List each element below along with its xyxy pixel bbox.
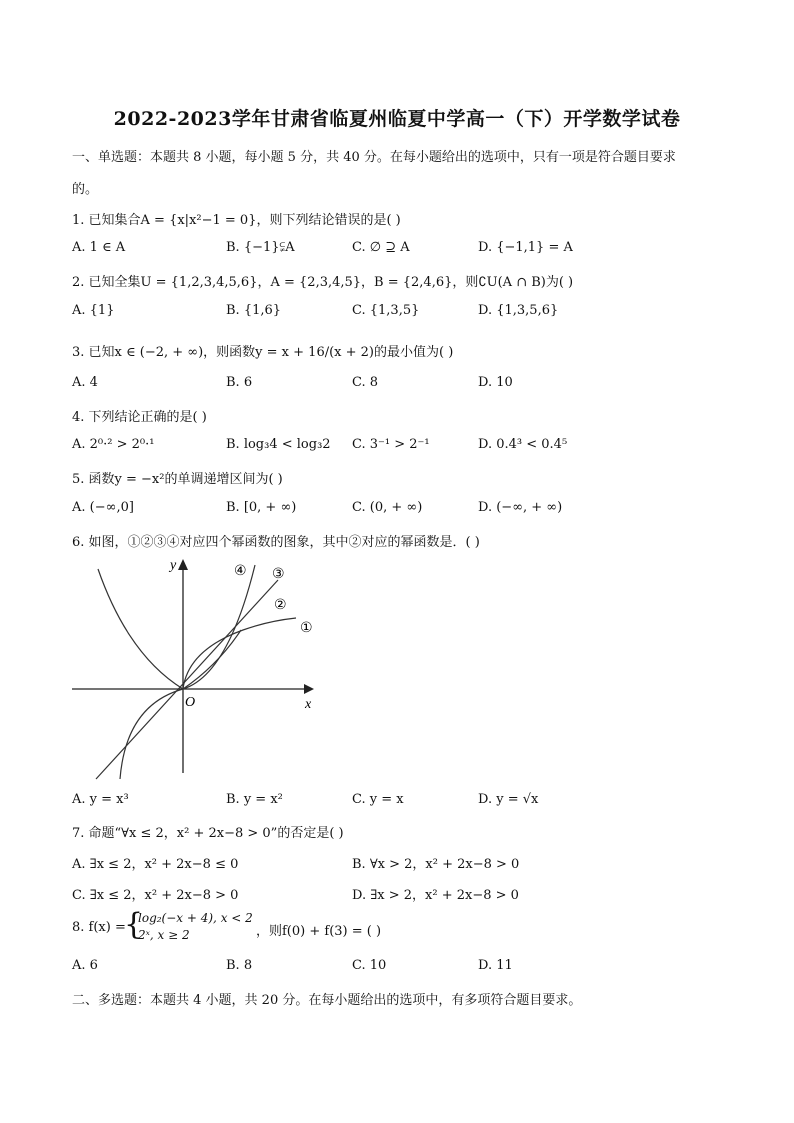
q2-option-a: A. {1}	[72, 303, 115, 318]
origin-label: O	[185, 695, 196, 710]
y-axis-label: y	[170, 558, 177, 573]
curve-label-2: ②	[274, 597, 287, 613]
q6-option-a: A. y = x³	[72, 792, 129, 807]
q8-option-a: A. 6	[72, 958, 98, 973]
q6-option-d: D. y = √x	[478, 792, 539, 807]
q3-option-a: A. 4	[72, 375, 98, 390]
q7-option-c: C. ∃x ≤ 2，x² + 2x−8 > 0	[72, 888, 239, 903]
q3-option-d: D. 10	[478, 375, 513, 390]
q1-option-a: A. 1 ∈ A	[72, 240, 126, 255]
q3-option-b: B. 6	[226, 375, 253, 390]
brace-icon: {	[124, 907, 144, 942]
curve-label-1: ①	[300, 620, 313, 636]
question-8-stem-a: 8. f(x) =	[72, 920, 126, 935]
q7-option-b: B. ∀x > 2，x² + 2x−8 > 0	[352, 857, 520, 872]
question-8-stem-b: ，则f(0) + f(3) = ( )	[256, 924, 382, 939]
q1-option-c: C. ∅ ⊇ A	[352, 240, 410, 255]
section1-intro-cont: 的。	[72, 182, 99, 197]
curve-label-4: ④	[234, 563, 247, 579]
section2-intro: 二、多选题：本题共 4 小题，共 20 分。在每小题给出的选项中，有多项符合题目要求。	[72, 993, 582, 1008]
q8-option-c: C. 10	[352, 958, 387, 973]
q4-option-d: D. 0.4³ < 0.4⁵	[478, 437, 568, 452]
q2-option-c: C. {1,3,5}	[352, 303, 420, 318]
question-1-stem: 1. 已知集合A = {x|x²−1 = 0}，则下列结论错误的是( )	[72, 213, 401, 228]
question-2-stem: 2. 已知全集U = {1,2,3,4,5,6}，A = {2,3,4,5}，B = {2,4,6}，则∁U(A ∩ B)为( )	[72, 275, 574, 290]
page-title: 2022-2023学年甘肃省临夏州临夏中学高一（下）开学数学试卷	[113, 108, 681, 130]
q5-option-d: D. (−∞, + ∞)	[478, 500, 563, 515]
question-6-stem: 6. 如图，①②③④对应四个幂函数的图象，其中②对应的幂函数是．( )	[72, 535, 480, 550]
x-axis-arrow-icon	[304, 684, 314, 694]
power-functions-graph	[68, 555, 328, 780]
q2-option-d: D. {1,3,5,6}	[478, 303, 559, 318]
q8-piece-1: log₂(−x + 4), x < 2	[138, 911, 253, 925]
q4-option-c: C. 3⁻¹ > 2⁻¹	[352, 437, 430, 452]
q1-option-b: B. {−1}⫋A	[226, 240, 295, 255]
curve-label-3: ③	[272, 566, 285, 582]
curve-quadratic	[98, 569, 241, 689]
q1-option-d: D. {−1,1} = A	[478, 240, 573, 255]
question-5-stem: 5. 函数y = −x²的单调递增区间为( )	[72, 472, 283, 487]
q2-option-b: B. {1,6}	[226, 303, 282, 318]
y-axis-arrow-icon	[178, 559, 188, 570]
q4-option-a: A. 2⁰·² > 2⁰·¹	[72, 437, 155, 452]
q6-option-b: B. y = x²	[226, 792, 283, 807]
question-7-stem: 7. 命题“∀x ≤ 2，x² + 2x−8 > 0”的否定是( )	[72, 826, 344, 841]
q5-option-b: B. [0, + ∞)	[226, 500, 297, 515]
q4-option-b: B. log₃4 < log₃2	[226, 437, 331, 452]
q8-option-d: D. 11	[478, 958, 513, 973]
question-4-stem: 4. 下列结论正确的是( )	[72, 410, 207, 425]
q3-option-c: C. 8	[352, 375, 379, 390]
q8-option-b: B. 8	[226, 958, 253, 973]
q5-option-a: A. (−∞,0]	[72, 500, 134, 515]
question-3-stem: 3. 已知x ∈ (−2, + ∞)，则函数y = x + 16/(x + 2)的最小值为( )	[72, 345, 454, 360]
q8-piece-2: 2ˣ, x ≥ 2	[138, 928, 190, 942]
q7-option-d: D. ∃x > 2，x² + 2x−8 > 0	[352, 888, 519, 903]
q5-option-c: C. (0, + ∞)	[352, 500, 423, 515]
curve-linear	[96, 580, 278, 779]
q7-option-a: A. ∃x ≤ 2，x² + 2x−8 ≤ 0	[72, 857, 239, 872]
x-axis-label: x	[305, 697, 312, 712]
q6-option-c: C. y = x	[352, 792, 404, 807]
section1-intro: 一、单选题：本题共 8 小题，每小题 5 分，共 40 分。在每小题给出的选项中，只有一项是符合题目要求	[72, 150, 676, 165]
curve-sqrt	[183, 618, 296, 689]
